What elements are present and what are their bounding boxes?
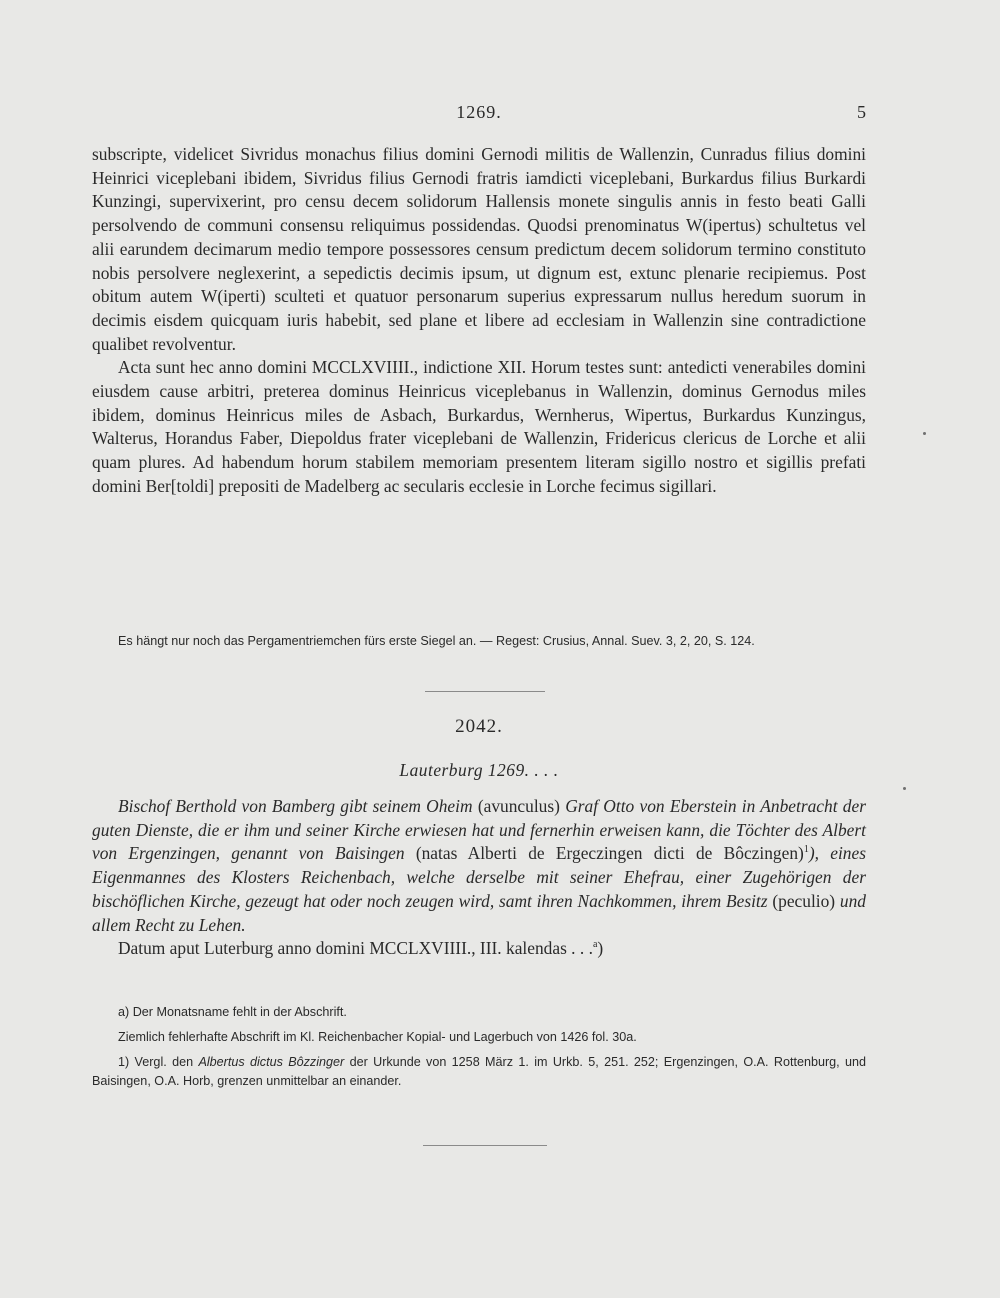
datum-note-marker: a bbox=[592, 939, 598, 951]
charter-2041-text bbox=[92, 143, 866, 499]
regest-latin-3: (peculio) bbox=[772, 890, 836, 911]
charter-number: 2042. bbox=[455, 716, 503, 737]
footnote-1-rest: der Urkunde von 1258 März 1. im Urkb. 5, 251. 252; Ergenzingen, O.A. Rottenburg, und Baisingen, O.A. Horb, grenzen unmittelbar an einander. bbox=[92, 1055, 867, 1088]
footnote-1 bbox=[92, 1053, 866, 1091]
regest-latin-2: (natas Alberti de Ergeczingen dicti de Bôczingen) bbox=[415, 843, 804, 864]
charter-datum bbox=[92, 937, 866, 961]
paper-speck bbox=[923, 432, 926, 435]
charter-2042-apparatus bbox=[92, 1003, 866, 1091]
charter-2041-paragraph-2: Acta sunt hec anno domini MCCLXVIIII., indictione XII. Horum testes sunt: antedicti venerabiles domini eiusdem cause arbitri, preterea dominus Heinricus viceplebanus in Wallenzin, dominus Gernodus miles ibidem, dominus Heinricus miles de Asbach, Burkardus, Wernherus, Wipertus, Burkardus Kunzingus, Walterus, Horandus Faber, Diepoldus frater viceplebani de Wallenzin, Fridericus clericus de Lorche et alii quam plures. Ad habendum horum stabilem memoriam presentem literam sigillo nostro et sigillis prefati domini Ber[toldi] prepositi de Madelberg ac secularis ecclesie in Lorche fecimus sigillari. bbox=[92, 357, 866, 496]
regest-part-3: ), eines Eigenmannes des Klosters Reichenbach, welche derselbe mit seiner Ehefrau, einer Zugehörigen der bischöflichen Kirche, gezeugt hat oder noch zeugen wird, samt ihren Nachkommen, ihrem Besitz bbox=[92, 843, 866, 911]
note-a: a) Der Monatsname fehlt in der Abschrift. bbox=[118, 1005, 347, 1019]
running-head bbox=[92, 102, 866, 128]
section-divider bbox=[425, 691, 545, 692]
footnote-1-italic: Albertus dictus Bôzzinger bbox=[198, 1055, 345, 1069]
running-head-year: 1269. bbox=[456, 102, 502, 122]
charter-2042-text bbox=[92, 795, 866, 961]
datum-close: ) bbox=[597, 938, 604, 959]
footnote-1-lead: 1) Vergl. den bbox=[118, 1055, 194, 1069]
charter-2041-note-block bbox=[92, 632, 866, 651]
charter-place-date: Lauterburg 1269. . . . bbox=[399, 760, 559, 780]
charter-2041-note: Es hängt nur noch das Pergamentriemchen fürs erste Siegel an. — Regest: Crusius, Annal. Suev. 3, 2, 20, S. 124. bbox=[118, 634, 755, 648]
regest-latin-1: (avunculus) bbox=[477, 796, 560, 816]
paper-speck bbox=[903, 787, 906, 790]
charter-2041-paragraph-1: subscripte, videlicet Sivridus monachus filius domini Gernodi militis de Wallenzin, Cunradus filius domini Heinrici viceplebani ibidem, Sivridus filius Gernodi fratris iamdicti viceplebani, Burkardus filius Burkardi Kunzingi, supervixerint, pro censu decem solidorum Hallensis monete singulis annis in festo beati Galli persolvendo de communi consensu reliquimus possidendas. Quodsi prenominatus W(ipertus) schultetus vel alii earundem decimarum medio tempore possessores censum predictum decem solidorum termino constituto nobis persolvere neglexerint, a sepedictis decimis ipsum, ut dignum est, extunc plenarie recipiemus. Post obitum autem W(iperti) sculteti et quatuor personarum superius expressarum nullus heredum suorum in decimis eisdem quicquam iuris habebit, sed plane et libere ad ecclesiam in Wallenzin sine contradictione qualibet revolventur. bbox=[92, 144, 866, 354]
end-divider bbox=[423, 1145, 547, 1146]
charter-regest bbox=[92, 795, 866, 937]
footnote-marker-1: 1 bbox=[803, 844, 809, 856]
regest-part-4: und allem Recht zu Lehen. bbox=[92, 890, 866, 935]
regest-part-2: Graf Otto von Eberstein in Anbetracht der guten Dienste, die er ihm und seiner Kirche erwiesen hat und fernerhin erweisen kann, die Töchter des Albert von Ergenzingen, genannt von Baisingen bbox=[92, 796, 866, 864]
source-note: Ziemlich fehlerhafte Abschrift im Kl. Reichenbacher Kopial- und Lagerbuch von 1426 fol. 30a. bbox=[118, 1030, 637, 1044]
datum-text: Datum aput Luterburg anno domini MCCLXVIIII., III. kalendas . . . bbox=[118, 938, 593, 959]
page-number: 5 bbox=[857, 102, 866, 122]
regest-part-1: Bischof Berthold von Bamberg gibt seinem Oheim bbox=[118, 796, 473, 816]
